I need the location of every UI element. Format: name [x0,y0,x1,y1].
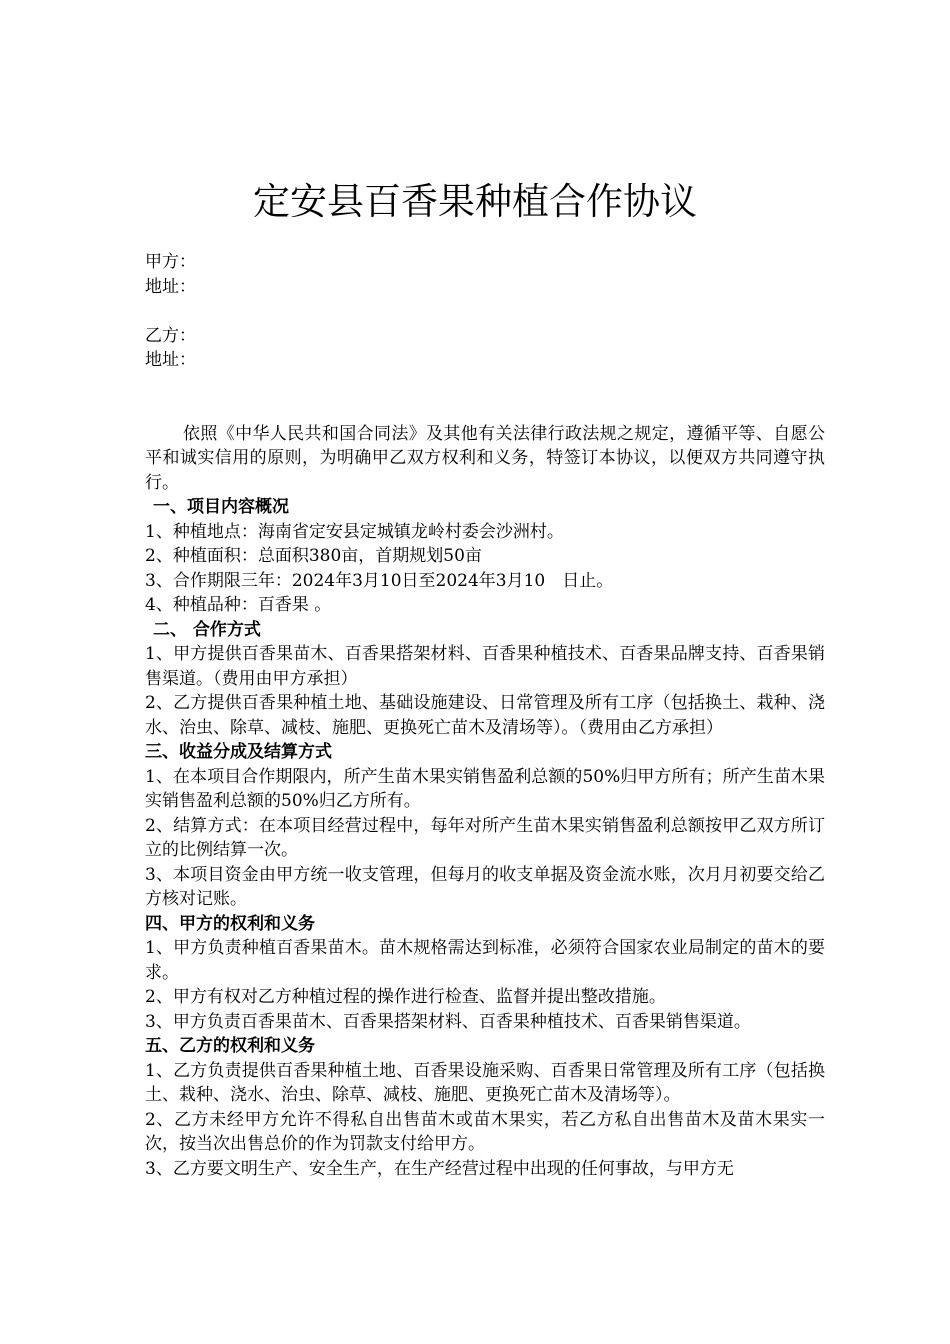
section-2-item: 2、乙方提供百香果种植土地、基础设施建设、日常管理及所有工序（包括换土、栽种、浇水、治虫、除草、减枝、施肥、更换死亡苗木及清场等）。（费用由乙方承担） [145,693,825,738]
section-heading-1: 一、项目内容概况 [153,497,289,517]
section-3-item: 3、本项目资金由甲方统一收支管理，但每月的收支单据及资金流水账，次月月初要交给乙方核对记账。 [145,864,825,909]
section-5-item: 1、乙方负责提供百香果种植土地、百香果设施采购、百香果日常管理及所有工序（包括换土、栽种、浇水、治虫、除草、减枝、施肥、更换死亡苗木及清场等）。 [145,1060,825,1105]
party-b-address-label: 地址： [145,350,196,370]
section-5-item: 3、乙方要文明生产、安全生产，在生产经营过程中出现的任何事故，与甲方无 [145,1158,734,1179]
party-a-label: 甲方： [145,252,196,272]
document-body [145,250,825,1181]
spacer [145,299,825,324]
section-4-item: 3、甲方负责百香果苗木、百香果搭架材料、百香果种植技术、百香果销售渠道。 [145,1011,751,1032]
section-2-item: 1、甲方提供百香果苗木、百香果搭架材料、百香果种植技术、百香果品牌支持、百香果销售渠道。（费用由甲方承担） [145,644,825,689]
spacer [145,373,825,398]
section-heading-5: 五、乙方的权利和义务 [145,1036,315,1056]
section-3-item: 1、在本项目合作期限内，所产生苗木果实销售盈利总额的50%归甲方所有；所产生苗木果实销售盈利总额的50%归乙方所有。 [145,766,825,811]
section-heading-2: 二、 合作方式 [153,619,261,640]
section-heading-3: 三、收益分成及结算方式 [145,742,332,762]
section-3-item: 2、结算方式：在本项目经营过程中，每年对所产生苗木果实销售盈利总额按甲乙双方所订立的比例结算一次。 [145,815,825,860]
section-4-item: 2、甲方有权对乙方种植过程的操作进行检查、监督并提出整改措施。 [145,987,666,1007]
party-a-address-label: 地址： [145,276,196,297]
section-1-item: 2、种植面积：总面积380亩，首期规划50亩 [145,546,482,566]
section-1-item: 3、合作期限三年：2024年3月10日至2024年3月10 日止。 [145,570,614,591]
section-1-item: 1、种植地点：海南省定安县定城镇龙岭村委会沙洲村。 [145,521,564,542]
section-4-item: 1、甲方负责种植百香果苗木。苗木规格需达到标准，必须符合国家农业局制定的苗木的要求。 [145,938,825,983]
section-5-item: 2、乙方未经甲方允许不得私自出售苗木或苗木果实，若乙方私自出售苗木及苗木果实一次，按当次出售总价的作为罚款支付给甲方。 [145,1109,825,1154]
spacer [145,397,825,422]
section-1-item: 4、种植品种：百香果 。 [145,595,332,615]
document-title: 定安县百香果种植合作协议 [253,180,697,223]
section-heading-4: 四、甲方的权利和义务 [145,913,315,934]
party-b-label: 乙方： [145,325,196,346]
preamble-paragraph: 依照《中华人民共和国合同法》及其他有关法律行政法规之规定，遵循平等、自愿公平和诚实信用的原则，为明确甲乙双方权利和义务，特签订本协议，以便双方共同遵守执行。 [145,423,825,493]
